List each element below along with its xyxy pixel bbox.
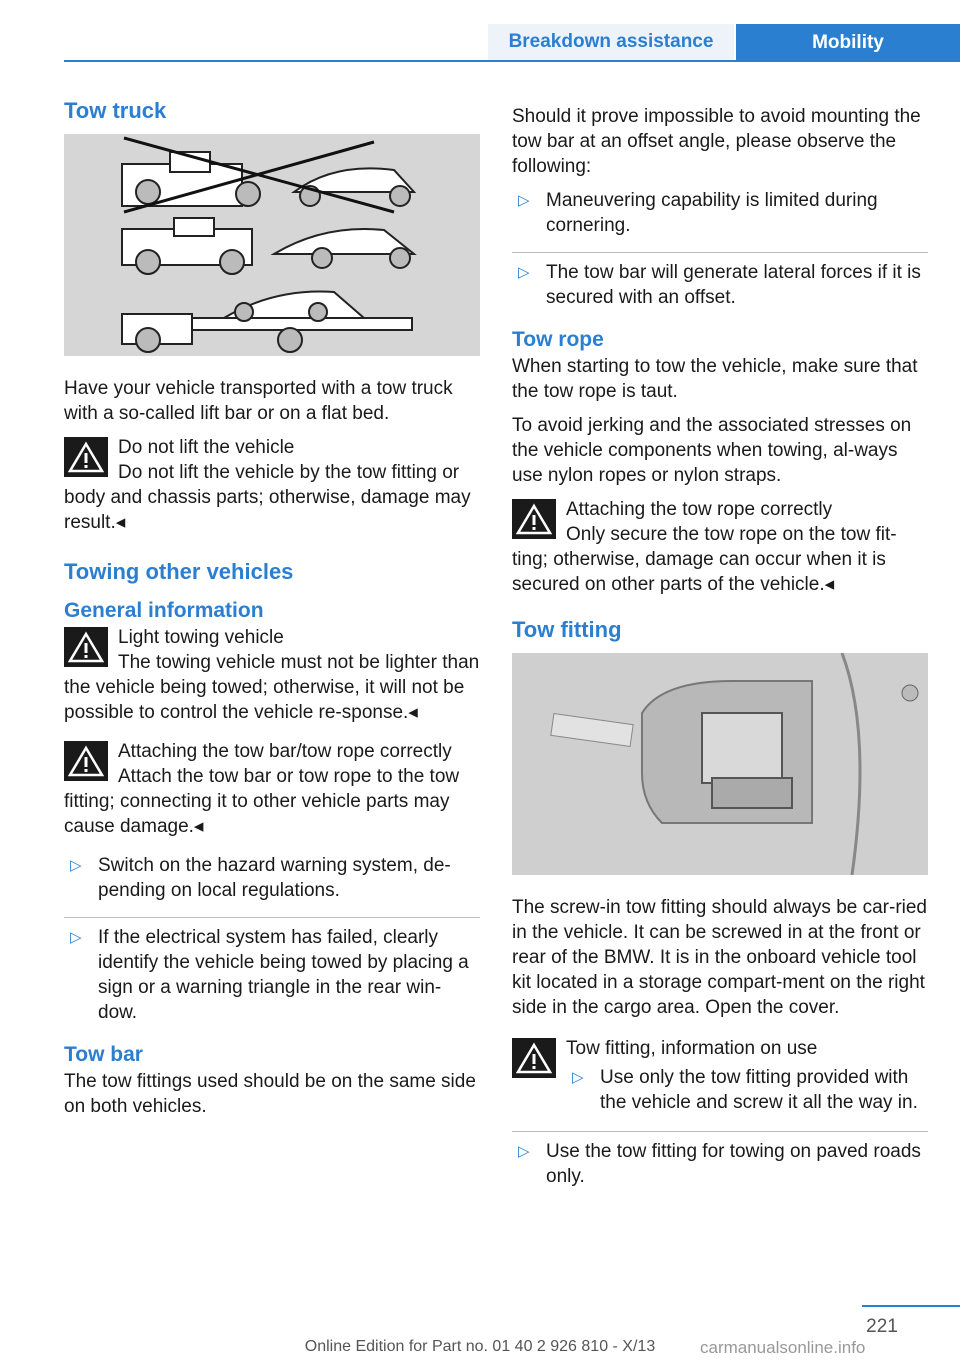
tow-fitting-bullet-list	[512, 1131, 928, 1196]
left-column	[64, 96, 480, 1128]
triangle-bullet-icon: ▷	[572, 1069, 584, 1086]
header-chapter-tab: Mobility	[736, 24, 960, 62]
tow-truck-illustration	[64, 134, 480, 356]
list-item	[566, 1065, 928, 1122]
warning-triangle-icon	[512, 499, 556, 539]
tow-rope-text-2: To avoid jerking and the associated stresses on the vehicle components when towing, al-ways use nylon ropes or nylon straps.	[512, 415, 912, 486]
warning-bullet-list	[566, 1065, 928, 1122]
warning-text: Do not lift the vehicle by the tow fitting or body and chassis parts; otherwise, damage may result.◂	[64, 462, 471, 533]
warning-text: The towing vehicle must not be lighter than the vehicle being towed; otherwise, it will not be possible to control the vehicle re-sponse.◂	[64, 652, 480, 723]
warning-title: Attaching the tow bar/tow rope correctly	[118, 741, 452, 762]
offset-text: Should it prove impossible to avoid mounting the tow bar at an offset angle, please observe the following:	[512, 106, 921, 177]
watermark: carmanualsonline.info	[700, 1338, 866, 1357]
warning-tow-fitting-use	[512, 1036, 928, 1122]
tow-truck-text: Have your vehicle transported with a tow truck with a so-called lift bar or on a flat bed.	[64, 378, 453, 424]
list-item-text: Switch on the hazard warning system, de-pending on local regulations.	[98, 855, 451, 901]
warning-light-vehicle	[64, 625, 480, 725]
towing-heading: Towing other vehicles	[64, 559, 294, 584]
list-item-text: Use the tow fitting for towing on paved roads only.	[546, 1141, 921, 1187]
general-info-heading: General information	[64, 599, 264, 622]
list-item	[512, 1131, 928, 1196]
list-item	[64, 917, 480, 1032]
triangle-bullet-icon: ▷	[70, 857, 82, 874]
offset-bullet-list	[512, 188, 928, 317]
list-item-text: Use only the tow fitting provided with the vehicle and screw it all the way in.	[600, 1067, 918, 1113]
tow-truck-heading: Tow truck	[64, 98, 167, 123]
warning-title: Attaching the tow rope correctly	[566, 499, 833, 520]
tow-fitting-illustration	[512, 653, 928, 875]
triangle-bullet-icon: ▷	[518, 192, 530, 209]
header-rule	[64, 60, 960, 62]
right-column	[512, 104, 928, 1205]
list-item-text: Maneuvering capability is limited during cornering.	[546, 190, 878, 236]
warning-lift	[64, 435, 480, 535]
towing-bullet-list	[64, 853, 480, 1032]
warning-attach-rope	[512, 497, 928, 597]
header-section-tab: Breakdown assistance	[488, 24, 734, 60]
warning-title: Do not lift the vehicle	[118, 437, 295, 458]
page-number: 221	[866, 1316, 898, 1337]
warning-text: Attach the tow bar or tow rope to the tow fitting; connecting it to other vehicle parts may cause damage.◂	[64, 766, 460, 837]
warning-triangle-icon	[64, 741, 108, 781]
warning-triangle-icon	[512, 1038, 556, 1078]
warning-attach-bar	[64, 739, 480, 839]
triangle-bullet-icon: ▷	[518, 1143, 530, 1160]
edition-footer: Online Edition for Part no. 01 40 2 926 810 - X/13	[304, 1338, 656, 1355]
tow-rope-heading: Tow rope	[512, 328, 604, 351]
warning-title: Light towing vehicle	[118, 627, 284, 648]
tow-bar-text: The tow fittings used should be on the same side on both vehicles.	[64, 1071, 476, 1117]
tow-rope-text-1: When starting to tow the vehicle, make sure that the tow rope is taut.	[512, 356, 918, 402]
warning-triangle-icon	[64, 437, 108, 477]
tow-fitting-text: The screw-in tow fitting should always be car-ried in the vehicle. It can be screwed in at the front or rear of the BMW. It is in the onboard vehicle tool kit located in a storage compart-ment on the right side in the cargo area. Open the cover.	[512, 897, 928, 1018]
list-item	[512, 188, 928, 245]
triangle-bullet-icon: ▷	[70, 929, 82, 946]
warning-text: Only secure the tow rope on the tow fit-ting; otherwise, damage can occur when it is secured on other parts of the vehicle.◂	[512, 524, 897, 595]
footer-rule	[862, 1305, 960, 1307]
list-item-text: The tow bar will generate lateral forces if it is secured with an offset.	[546, 262, 921, 308]
warning-triangle-icon	[64, 627, 108, 667]
tow-fitting-heading: Tow fitting	[512, 617, 622, 642]
list-item	[512, 252, 928, 317]
list-item	[64, 853, 480, 910]
tow-bar-heading: Tow bar	[64, 1043, 143, 1066]
triangle-bullet-icon: ▷	[518, 264, 530, 281]
warning-title: Tow fitting, information on use	[566, 1038, 818, 1059]
list-item-text: If the electrical system has failed, clearly identify the vehicle being towed by placing a sign or a warning triangle in the rear win-dow.	[98, 927, 469, 1023]
